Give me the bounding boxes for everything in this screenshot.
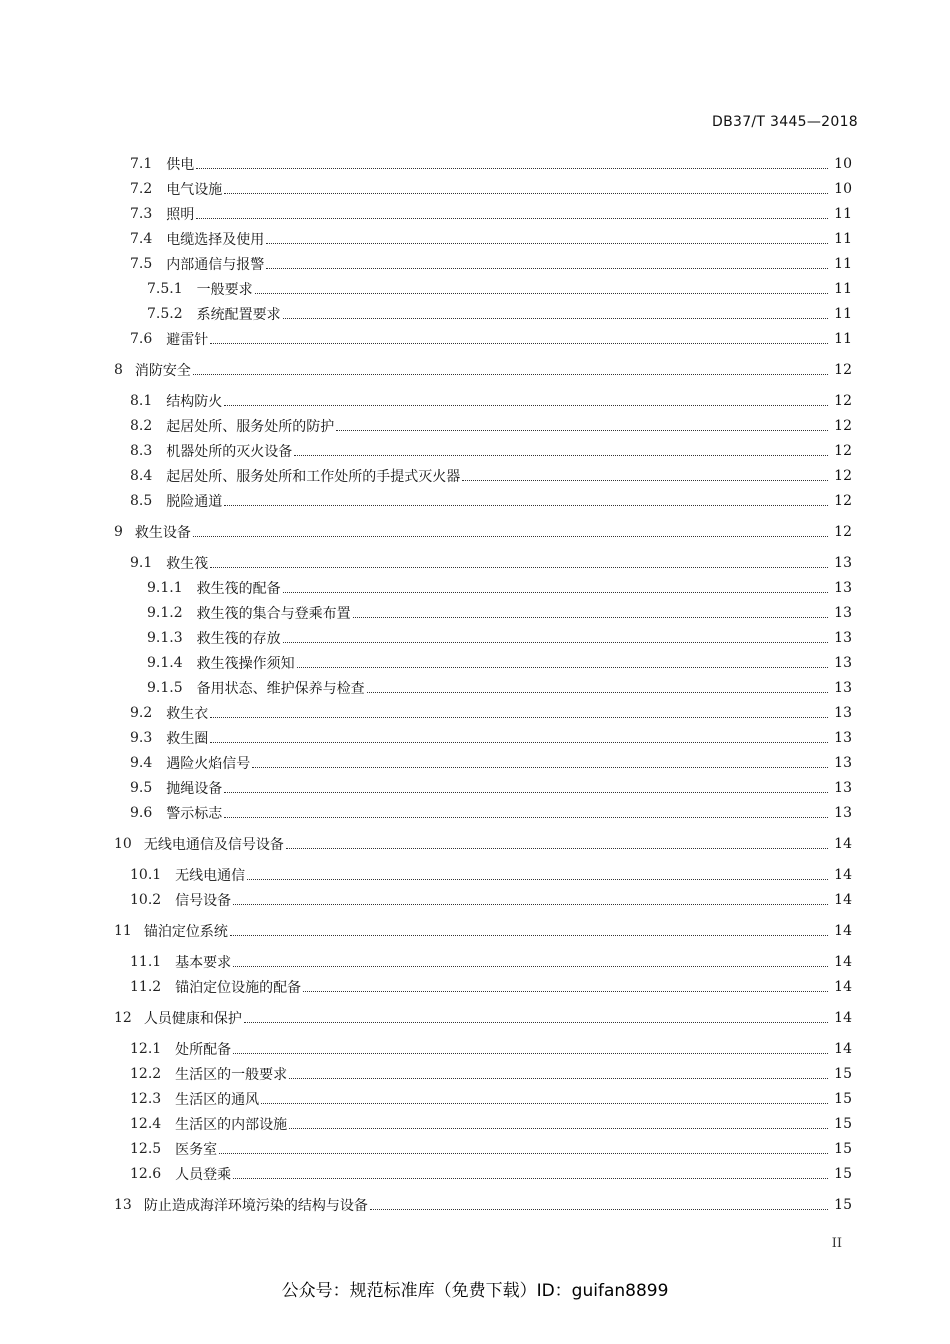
toc-entry-title: 救生筏的集合与登乘布置 — [196, 606, 351, 622]
toc-dot-leader — [233, 1039, 828, 1054]
toc-entry-title: 人员健康和保护 — [143, 1011, 242, 1027]
toc-entry-title: 处所配备 — [175, 1042, 232, 1058]
toc-dot-leader — [224, 803, 828, 818]
toc-entry-number: 10.1 — [130, 867, 162, 883]
toc-entry-title: 起居处所、服务处所和工作处所的手提式灭火器 — [166, 469, 461, 485]
toc-entry[interactable] — [0, 489, 852, 513]
toc-entry-number: 10 — [114, 836, 132, 852]
toc-entry-page: 14 — [834, 1041, 852, 1057]
toc-entry-page: 12 — [834, 524, 852, 540]
toc-entry-title: 锚泊定位系统 — [143, 924, 228, 940]
toc-entry[interactable] — [0, 1006, 852, 1030]
toc-entry-title: 救生衣 — [166, 706, 209, 722]
toc-entry-title: 系统配置要求 — [196, 307, 281, 323]
toc-entry[interactable] — [0, 1112, 852, 1136]
toc-entry[interactable] — [0, 919, 852, 943]
toc-entry-number: 7.5 — [130, 256, 153, 272]
toc-entry[interactable] — [0, 1162, 852, 1186]
toc-entry-title: 救生筏的存放 — [196, 631, 281, 647]
toc-entry-page: 14 — [834, 867, 852, 883]
toc-entry-page: 10 — [834, 156, 852, 172]
toc-entry[interactable] — [0, 975, 852, 999]
toc-entry-page: 12 — [834, 418, 852, 434]
toc-entry-page: 14 — [834, 836, 852, 852]
toc-entry-number: 12.2 — [130, 1066, 162, 1082]
toc-entry[interactable] — [0, 177, 852, 201]
toc-entry-number: 9.1.4 — [147, 655, 183, 671]
toc-entry-number: 9.1 — [130, 555, 153, 571]
toc-entry-page: 14 — [834, 923, 852, 939]
toc-dot-leader — [289, 1064, 828, 1079]
toc-entry-title: 警示标志 — [166, 806, 223, 822]
toc-entry-number: 12 — [114, 1010, 132, 1026]
toc-entry-page: 15 — [834, 1166, 852, 1182]
toc-entry-number: 7.4 — [130, 231, 153, 247]
toc-entry-number: 8 — [114, 362, 123, 378]
toc-entry-page: 15 — [834, 1066, 852, 1082]
toc-entry-page: 13 — [834, 780, 852, 796]
toc-entry-number: 12.3 — [130, 1091, 162, 1107]
toc-entry-page: 13 — [834, 755, 852, 771]
toc-entry[interactable] — [0, 202, 852, 226]
toc-entry-title: 避雷针 — [166, 332, 209, 348]
toc-dot-leader — [247, 865, 828, 880]
toc-dot-leader — [289, 1114, 828, 1129]
toc-entry-title: 防止造成海洋环境污染的结构与设备 — [143, 1198, 368, 1214]
toc-entry[interactable] — [0, 726, 852, 750]
toc-entry-title: 基本要求 — [175, 955, 232, 971]
toc-dot-leader — [283, 628, 828, 643]
toc-entry-title: 起居处所、服务处所的防护 — [166, 419, 335, 435]
toc-entry-number: 9.2 — [130, 705, 153, 721]
toc-entry[interactable] — [0, 327, 852, 351]
toc-entry[interactable] — [0, 651, 852, 675]
toc-entry-title: 照明 — [166, 207, 195, 223]
toc-entry-page: 11 — [834, 231, 852, 247]
toc-entry-page: 13 — [834, 655, 852, 671]
toc-entry-page: 11 — [834, 256, 852, 272]
page-number: II — [831, 1236, 842, 1251]
toc-entry-title: 信号设备 — [175, 893, 232, 909]
toc-entry[interactable] — [0, 414, 852, 438]
toc-entry[interactable] — [0, 277, 852, 301]
toc-entry[interactable] — [0, 302, 852, 326]
toc-dot-leader — [233, 890, 828, 905]
toc-entry[interactable] — [0, 801, 852, 825]
toc-dot-leader — [210, 329, 828, 344]
toc-entry[interactable] — [0, 888, 852, 912]
toc-dot-leader — [193, 522, 828, 537]
toc-entry-title: 无线电通信 — [175, 868, 246, 884]
toc-entry-number: 9.1.5 — [147, 680, 183, 696]
toc-dot-leader — [303, 977, 828, 992]
toc-entry[interactable] — [0, 576, 852, 600]
toc-entry-page: 14 — [834, 954, 852, 970]
toc-dot-leader — [196, 154, 828, 169]
toc-entry-number: 11.2 — [130, 979, 162, 995]
toc-entry-page: 14 — [834, 892, 852, 908]
footer-watermark-text: 公众号：规范标准库（免费下载）ID：guifan8899 — [281, 1281, 669, 1301]
toc-entry-page: 14 — [834, 1010, 852, 1026]
toc-entry-title: 遇险火焰信号 — [166, 756, 251, 772]
toc-dot-leader — [367, 678, 828, 693]
toc-entry-page: 13 — [834, 605, 852, 621]
toc-entry-page: 15 — [834, 1116, 852, 1132]
toc-dot-leader — [255, 279, 828, 294]
toc-entry-number: 8.2 — [130, 418, 153, 434]
toc-entry-page: 13 — [834, 805, 852, 821]
toc-entry-number: 9.4 — [130, 755, 153, 771]
toc-entry-number: 9.3 — [130, 730, 153, 746]
toc-dot-leader — [261, 1089, 828, 1104]
toc-entry-number: 9.5 — [130, 780, 153, 796]
toc-entry-number: 7.2 — [130, 181, 153, 197]
toc-dot-leader — [286, 834, 828, 849]
toc-entry-number: 7.5.1 — [147, 281, 183, 297]
toc-entry[interactable] — [0, 358, 852, 382]
toc-entry-number: 12.4 — [130, 1116, 162, 1132]
toc-dot-leader — [283, 578, 828, 593]
toc-entry-number: 11.1 — [130, 954, 162, 970]
toc-entry-number: 9 — [114, 524, 123, 540]
toc-entry-number: 9.6 — [130, 805, 153, 821]
toc-entry-title: 人员登乘 — [175, 1167, 232, 1183]
toc-entry-number: 12.5 — [130, 1141, 162, 1157]
toc-entry[interactable] — [0, 227, 852, 251]
toc-entry-title: 生活区的内部设施 — [175, 1117, 288, 1133]
toc-entry[interactable] — [0, 551, 852, 575]
toc-entry[interactable] — [0, 1193, 852, 1217]
toc-entry-page: 15 — [834, 1091, 852, 1107]
toc-entry[interactable] — [0, 701, 852, 725]
toc-entry-number: 7.5.2 — [147, 306, 183, 322]
toc-entry-page: 12 — [834, 468, 852, 484]
toc-entry-page: 12 — [834, 443, 852, 459]
toc-entry[interactable] — [0, 676, 852, 700]
toc-entry[interactable] — [0, 389, 852, 413]
toc-entry-number: 8.4 — [130, 468, 153, 484]
toc-entry-page: 15 — [834, 1141, 852, 1157]
toc-entry-title: 救生圈 — [166, 731, 209, 747]
toc-entry[interactable] — [0, 832, 852, 856]
toc-dot-leader — [233, 1164, 828, 1179]
toc-entry-title: 供电 — [166, 157, 195, 173]
toc-entry-title: 医务室 — [175, 1142, 218, 1158]
toc-dot-leader — [219, 1139, 828, 1154]
toc-dot-leader — [370, 1195, 828, 1210]
toc-dot-leader — [210, 553, 828, 568]
toc-entry-title: 内部通信与报警 — [166, 257, 265, 273]
toc-dot-leader — [196, 204, 828, 219]
toc-entry-number: 12.6 — [130, 1166, 162, 1182]
toc-entry-title: 消防安全 — [134, 363, 191, 379]
toc-entry[interactable] — [0, 520, 852, 544]
toc-entry[interactable] — [0, 863, 852, 887]
toc-entry[interactable] — [0, 152, 852, 176]
toc-entry-title: 一般要求 — [196, 282, 253, 298]
toc-entry-title: 电缆选择及使用 — [166, 232, 265, 248]
toc-dot-leader — [224, 179, 828, 194]
toc-dot-leader — [266, 229, 828, 244]
toc-entry-title: 救生筏 — [166, 556, 209, 572]
toc-entry-page: 13 — [834, 630, 852, 646]
toc-entry-title: 救生设备 — [134, 525, 191, 541]
toc-entry-title: 无线电通信及信号设备 — [143, 837, 284, 853]
toc-dot-leader — [353, 603, 828, 618]
toc-dot-leader — [230, 921, 828, 936]
toc-entry-title: 脱险通道 — [166, 494, 223, 510]
toc-entry-title: 机器处所的灭火设备 — [166, 444, 293, 460]
toc-entry-page: 12 — [834, 362, 852, 378]
toc-entry-title: 抛绳设备 — [166, 781, 223, 797]
toc-entry-number: 8.1 — [130, 393, 153, 409]
toc-entry[interactable] — [0, 252, 852, 276]
toc-entry-page: 11 — [834, 206, 852, 222]
toc-entry[interactable] — [0, 464, 852, 488]
toc-entry-title: 备用状态、维护保养与检查 — [196, 681, 365, 697]
toc-entry-page: 13 — [834, 580, 852, 596]
toc-entry-page: 11 — [834, 306, 852, 322]
toc-entry[interactable] — [0, 751, 852, 775]
toc-entry-page: 15 — [834, 1197, 852, 1213]
toc-dot-leader — [294, 441, 828, 456]
toc-dot-leader — [224, 491, 828, 506]
toc-entry-page: 11 — [834, 331, 852, 347]
toc-entry-number: 11 — [114, 923, 132, 939]
toc-entry[interactable] — [0, 950, 852, 974]
toc-entry-number: 8.5 — [130, 493, 153, 509]
toc-entry-title: 锚泊定位设施的配备 — [175, 980, 302, 996]
toc-entry-title: 生活区的一般要求 — [175, 1067, 288, 1083]
toc-entry-page: 11 — [834, 281, 852, 297]
toc-dot-leader — [244, 1008, 828, 1023]
toc-entry-page: 10 — [834, 181, 852, 197]
toc-entry-number: 10.2 — [130, 892, 162, 908]
toc-dot-leader — [462, 466, 828, 481]
toc-entry-number: 9.1.2 — [147, 605, 183, 621]
toc-entry-title: 救生筏的配备 — [196, 581, 281, 597]
toc-dot-leader — [224, 778, 828, 793]
toc-dot-leader — [224, 391, 828, 406]
toc-entry-number: 8.3 — [130, 443, 153, 459]
toc-entry-page: 13 — [834, 730, 852, 746]
toc-entry[interactable] — [0, 1062, 852, 1086]
document-code-header: DB37/T 3445—2018 — [712, 114, 858, 130]
toc-entry-number: 7.1 — [130, 156, 153, 172]
toc-dot-leader — [266, 254, 828, 269]
toc-entry-page: 13 — [834, 680, 852, 696]
toc-entry-page: 13 — [834, 555, 852, 571]
toc-dot-leader — [336, 416, 828, 431]
toc-entry-page: 12 — [834, 493, 852, 509]
toc-entry[interactable] — [0, 439, 852, 463]
toc-entry-number: 13 — [114, 1197, 132, 1213]
toc-dot-leader — [210, 728, 828, 743]
toc-dot-leader — [210, 703, 828, 718]
toc-entry-title: 结构防火 — [166, 394, 223, 410]
toc-entry[interactable] — [0, 626, 852, 650]
toc-entry-number: 7.6 — [130, 331, 153, 347]
toc-entry-title: 救生筏操作须知 — [196, 656, 295, 672]
toc-entry[interactable] — [0, 1037, 852, 1061]
toc-dot-leader — [297, 653, 828, 668]
toc-entry[interactable] — [0, 776, 852, 800]
toc-entry-number: 7.3 — [130, 206, 153, 222]
toc-entry-page: 13 — [834, 705, 852, 721]
toc-dot-leader — [233, 952, 828, 967]
toc-entry-number: 12.1 — [130, 1041, 162, 1057]
toc-dot-leader — [193, 360, 828, 375]
toc-entry-number: 9.1.1 — [147, 580, 183, 596]
toc-entry-page: 14 — [834, 979, 852, 995]
toc-entry-title: 生活区的通风 — [175, 1092, 260, 1108]
toc-dot-leader — [283, 304, 828, 319]
toc-entry-title: 电气设施 — [166, 182, 223, 198]
toc-entry[interactable] — [0, 1087, 852, 1111]
toc-dot-leader — [252, 753, 828, 768]
toc-entry-number: 9.1.3 — [147, 630, 183, 646]
toc-entry-page: 12 — [834, 393, 852, 409]
toc-entry[interactable] — [0, 601, 852, 625]
toc-entry[interactable] — [0, 1137, 852, 1161]
